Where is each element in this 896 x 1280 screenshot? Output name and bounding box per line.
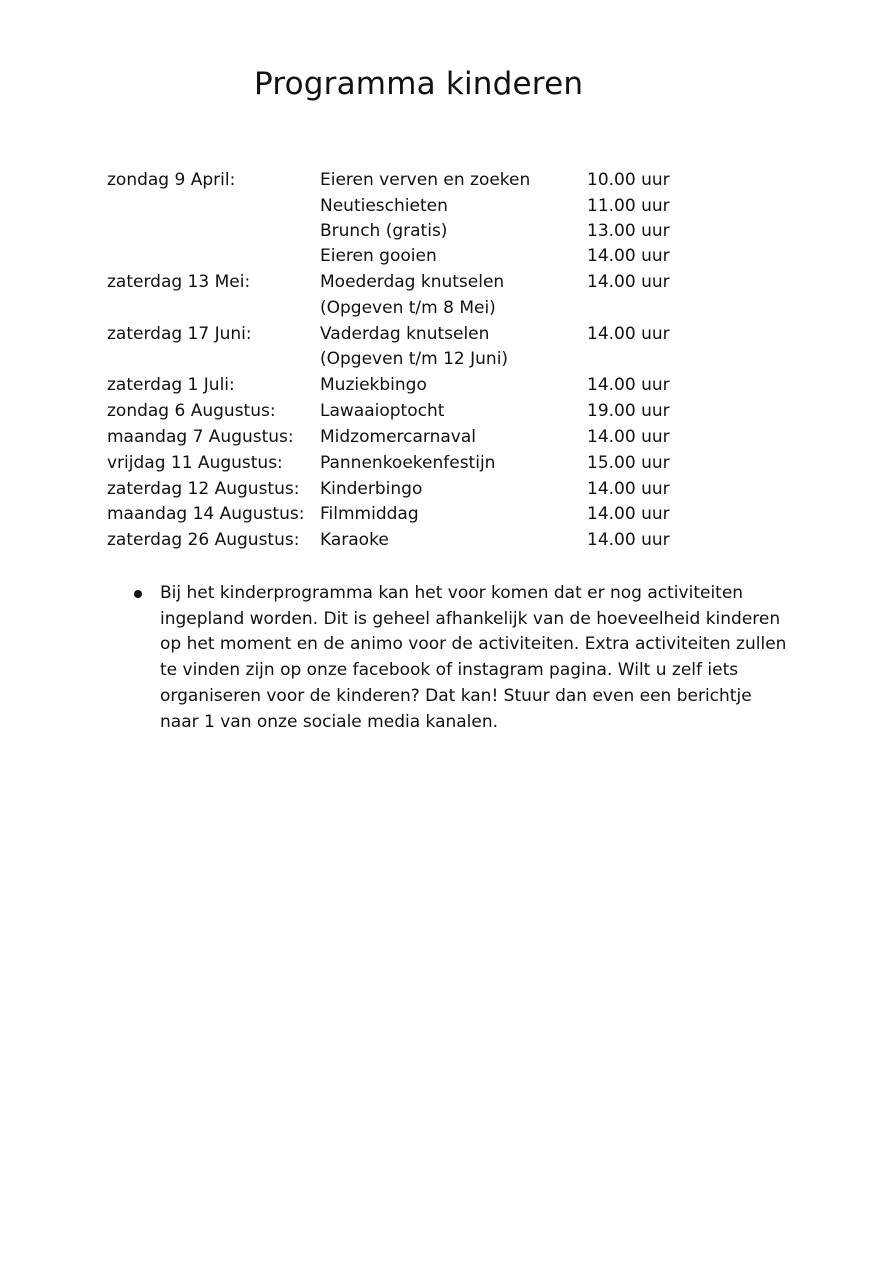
page-title: Programma kinderen (254, 66, 584, 102)
note-line: organiseren voor de kinderen? Dat kan! Stuur dan even een berichtje (160, 686, 752, 706)
schedule-time: 14.00 uur (587, 324, 670, 344)
note-line: naar 1 van onze sociale media kanalen. (160, 712, 499, 732)
schedule-time: 14.00 uur (587, 272, 670, 292)
schedule-activity: Midzomercarnaval (320, 427, 476, 447)
note-line: te vinden zijn op onze facebook of instagram pagina. Wilt u zelf iets (160, 660, 739, 680)
schedule-activity: Filmmiddag (320, 504, 419, 524)
schedule-activity: Lawaaioptocht (320, 401, 445, 421)
schedule-date: zaterdag 1 Juli: (107, 375, 235, 395)
schedule-activity: Vaderdag knutselen (320, 324, 490, 344)
schedule-time: 13.00 uur (587, 221, 670, 241)
schedule-date: maandag 14 Augustus: (107, 504, 305, 524)
schedule-time: 11.00 uur (587, 196, 670, 216)
schedule-activity: Kinderbingo (320, 479, 423, 499)
schedule-time: 19.00 uur (587, 401, 670, 421)
schedule-time: 14.00 uur (587, 375, 670, 395)
schedule-activity: Karaoke (320, 530, 389, 550)
schedule-activity: Eieren verven en zoeken (320, 170, 531, 190)
schedule-time: 14.00 uur (587, 427, 670, 447)
schedule-date: zaterdag 17 Juni: (107, 324, 252, 344)
schedule-time: 15.00 uur (587, 453, 670, 473)
schedule-activity: Eieren gooien (320, 246, 437, 266)
schedule-activity: (Opgeven t/m 8 Mei) (320, 298, 496, 318)
schedule-activity: Brunch (gratis) (320, 221, 448, 241)
schedule-time: 14.00 uur (587, 479, 670, 499)
schedule-time: 14.00 uur (587, 504, 670, 524)
bullet-icon (134, 590, 142, 598)
schedule-activity: Muziekbingo (320, 375, 427, 395)
schedule-time: 10.00 uur (587, 170, 670, 190)
note-line: ingepland worden. Dit is geheel afhankelijk van de hoeveelheid kinderen (160, 609, 781, 629)
note-line: Bij het kinderprogramma kan het voor komen dat er nog activiteiten (160, 583, 744, 603)
schedule-activity: Pannenkoekenfestijn (320, 453, 496, 473)
note-line: op het moment en de animo voor de activiteiten. Extra activiteiten zullen (160, 634, 787, 654)
schedule-date: maandag 7 Augustus: (107, 427, 294, 447)
schedule-time: 14.00 uur (587, 530, 670, 550)
schedule-time: 14.00 uur (587, 246, 670, 266)
schedule-activity: (Opgeven t/m 12 Juni) (320, 349, 509, 369)
schedule-activity: Neutieschieten (320, 196, 448, 216)
schedule-date: zaterdag 12 Augustus: (107, 479, 300, 499)
schedule-date: zaterdag 26 Augustus: (107, 530, 300, 550)
schedule-date: vrijdag 11 Augustus: (107, 453, 283, 473)
schedule-activity: Moederdag knutselen (320, 272, 505, 292)
schedule-date: zondag 9 April: (107, 170, 236, 190)
schedule-date: zaterdag 13 Mei: (107, 272, 251, 292)
schedule-date: zondag 6 Augustus: (107, 401, 276, 421)
